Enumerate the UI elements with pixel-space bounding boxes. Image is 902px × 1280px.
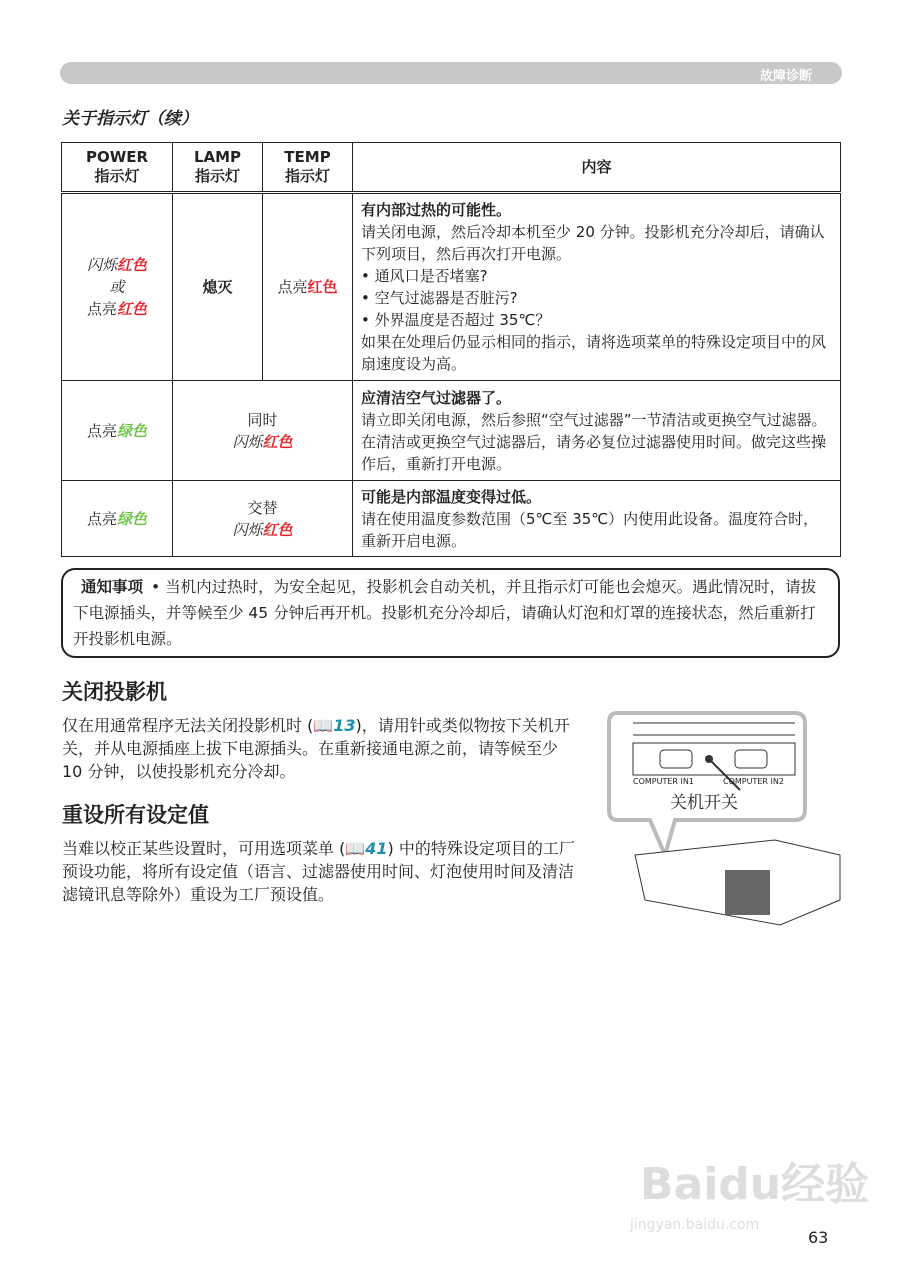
- shutdown-switch-caption: 关机开关: [670, 793, 738, 813]
- section-heading-shutdown: 关闭投影机: [62, 680, 167, 704]
- section-heading-reset: 重设所有设定值: [62, 803, 209, 827]
- lamp-cell: 熄灭: [173, 193, 263, 381]
- page-title: 关于指示灯（续）: [62, 109, 198, 129]
- power-cell: 点亮绿色: [62, 381, 173, 481]
- header-lamp: LAMP 指示灯: [173, 143, 263, 193]
- lamp-temp-cell: 同时 闪烁红色: [173, 381, 353, 481]
- watermark-url: jingyan.baidu.com: [630, 1217, 760, 1233]
- header-temp: TEMP 指示灯: [263, 143, 353, 193]
- power-cell: 点亮绿色: [62, 481, 173, 557]
- book-icon: 📖: [345, 839, 366, 858]
- table-row: [62, 381, 841, 481]
- shutdown-paragraph: 仅在用通常程序无法关闭投影机时 (📖13)，请用针或类似物按下关机开关，并从电源插座上拔下电源插头。在重新接通电源之前，请等候至少 10 分钟，以使投影机充分冷却。: [62, 716, 570, 781]
- content-cell: 应清洁空气过滤器了。 请立即关闭电源，然后参照“空气过滤器”一节清洁或更换空气过滤器。在清洁或更换空气过滤器后，请务必复位过滤器使用时间。做完这些操作后，重新打开电源。: [353, 381, 841, 481]
- reset-paragraph: 当难以校正某些设置时，可用选项菜单 (📖41) 中的特殊设定项目的工厂预设功能，将所有设定值（语言、过滤器使用时间、灯泡使用时间及清洁滤镜讯息等除外）重设为工厂预设值。: [62, 839, 575, 904]
- page-ref-link[interactable]: 13: [333, 716, 356, 735]
- page-ref-link[interactable]: 41: [365, 839, 388, 858]
- book-icon: 📖: [313, 716, 334, 735]
- table-row: [62, 193, 841, 381]
- content-cell: 有内部过热的可能性。 请关闭电源，然后冷却本机至少 20 分钟。投影机充分冷却后，请确认下列项目，然后再次打开电源。 • 通风口是否堵塞? • 空气过滤器是否脏污? • 外界温度是否超过 35℃？ 如果在处理后仍显示相同的指示，请将选项菜单的特殊设定项目中的风扇速度设为高。: [353, 193, 841, 381]
- temp-cell: 点亮红色: [263, 193, 353, 381]
- lamp-temp-cell: 交替 闪烁红色: [173, 481, 353, 557]
- header-power: POWER 指示灯: [62, 143, 173, 193]
- port-label-2: COMPUTER IN2: [723, 777, 784, 786]
- table-row: [62, 481, 841, 557]
- section-header-bar: [60, 62, 842, 84]
- header-content: 内容: [353, 143, 841, 193]
- notice-text: • 当机内过热时，为安全起见，投影机会自动关机，并且指示灯可能也会熄灭。遇此情况时，请拔下电源插头，并等候至少 45 分钟后再开机。投影机充分冷却后，请确认灯泡和灯罩的连接状态，然后重新打开投影机电源。: [73, 578, 817, 648]
- section-title: 故障诊断: [759, 69, 812, 84]
- projector-illustration: [605, 705, 845, 933]
- table-header-row: [62, 143, 841, 193]
- notice-box: [61, 568, 840, 658]
- content-cell: 可能是内部温度变得过低。 请在使用温度参数范围（5℃至 35℃）内使用此设备。温度符合时，重新开启电源。: [353, 481, 841, 557]
- page-number: 63: [808, 1228, 829, 1247]
- notice-label: 通知事项: [81, 578, 144, 596]
- indicator-table: [61, 142, 841, 557]
- watermark-logo: Baidu经验: [640, 1159, 870, 1210]
- power-cell: 闪烁红色 或 点亮红色: [62, 193, 173, 381]
- projector-drawing: [605, 705, 845, 933]
- port-label-1: COMPUTER IN1: [633, 777, 694, 786]
